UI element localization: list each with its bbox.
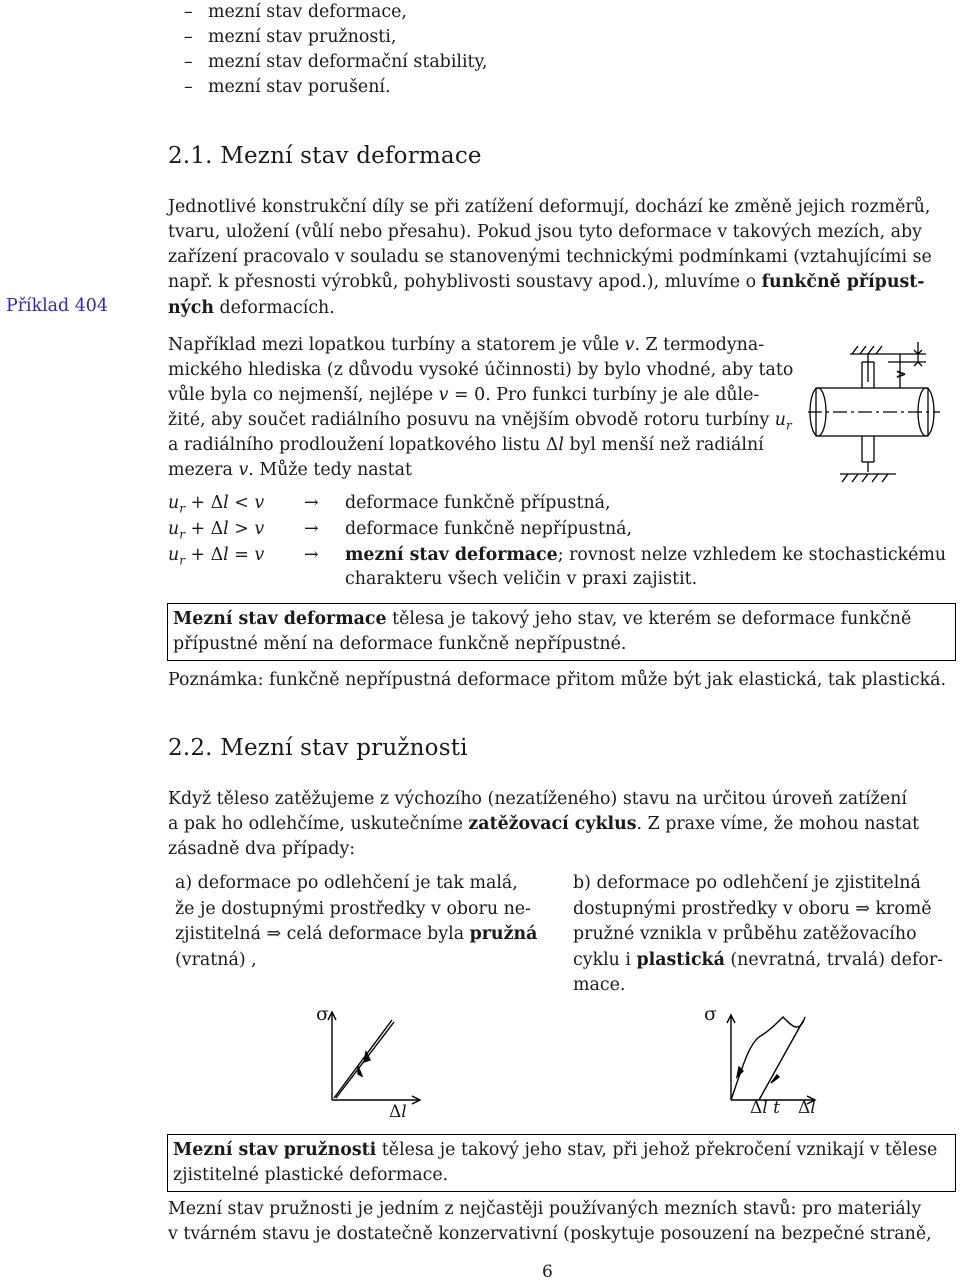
paragraph-line: např. k přesnosti výrobků, pohyblivosti soustavy apod.), mluvíme o funkčně přípust- [168,272,925,292]
equation-left: $u_r + \Delta l > v$ [168,519,265,542]
sigma-label: σ [704,1003,717,1025]
dlt-label: Δl t [750,1098,780,1118]
list-item: – mezní stav pružnosti, [184,27,397,47]
arrow-icon: → [304,519,319,539]
paragraph-line: tvaru, uložení (vůlí nebo přesahu). Pokud jsou tyto deformace v takových mezích, aby [168,222,922,242]
case-b: b) deformace po odlehčení je zjistitelná dostupnými prostředky v oboru ⇒ kromě pružné vznikla v průběhu zatěžovacího cyklu i plastická (nevratná, trvalá) defor- mace. [573,873,944,995]
equation-right: deformace funkčně přípustná, [345,493,611,513]
list-item: – mezní stav deformační stability, [184,52,488,72]
dl-label: Δl [389,1102,407,1122]
equation-left: $u_r + \Delta l < v$ [168,493,265,516]
paragraph-line: mického hlediska (z důvodu vysoké účinnosti) by bylo vhodné, aby tato [168,360,794,380]
equation-right: mezní stav deformace; rovnost nelze vzhledem ke stochastickému [345,545,947,565]
page-number: 6 [542,1262,553,1282]
paragraph-line: Mezní stav pružnosti je jedním z nejčastěji používaných mezních stavů: pro materiály [168,1199,922,1219]
list-item: – mezní stav deformace, [184,2,407,22]
equation-right: deformace funkčně nepřípustná, [345,519,633,539]
paragraph-line: žité, aby součet radiálního posuvu na vnějším obvodě rotoru turbíny $u_r$ [168,410,792,433]
paragraph-line: Například mezi lopatkou turbíny a statorem je vůle v. Z termodyna- [168,335,765,355]
list-item: – mezní stav porušení. [184,77,391,97]
paragraph-line: vůle byla co nejmenší, nejlépe v = 0. Pro funkci turbíny je ale důle- [168,385,760,405]
paragraph-line: a radiálního prodloužení lopatkového listu Δl byl menší než radiální [168,435,764,455]
sigma-label: σ [316,1003,329,1025]
paragraph-line: a pak ho odlehčíme, uskutečníme zatěžovací cyklus. Z praxe víme, že mohou nastat [168,814,920,834]
equation-left: $u_r + \Delta l = v$ [168,545,265,568]
case-a: a) deformace po odlehčení je tak malá, že je dostupnými prostředky v oboru ne- zjistitelná ⇒ celá deformace byla pružná (vratná) , [175,873,538,970]
section-title: 2.2. Mezní stav pružnosti [168,735,468,761]
definition-box: Mezní stav deformace tělesa je takový jeho stav, ve kterém se deformace funkčně přípustné mění na deformace funkčně nepřípustné. [167,603,956,661]
rotor-stator-sketch [808,340,948,485]
paragraph-line: zásadně dva případy: [168,839,356,859]
svg-text:>: > [896,367,907,381]
example-label[interactable]: Příklad 404 [6,296,108,316]
paragraph-line: Jednotlivé konstrukční díly se při zatížení deformují, dochází ke změně jejich rozměrů, [168,197,931,217]
arrow-icon: → [304,545,319,565]
paragraph-line: Když těleso zatěžujeme z výchozího (nezatíženého) stavu na určitou úroveň zatížení [168,789,907,809]
equation-right: charakteru všech veličin v praxi zajistit. [345,569,698,589]
dl-label: Δl [798,1098,816,1118]
paragraph-line: mezera v. Může tedy nastat [168,460,412,480]
paragraph-line: zařízení pracovalo v souladu se stanovenými technickými podmínkami (vztahujícími se [168,247,932,267]
paragraph-line: ných deformacích. [168,298,335,318]
note: Poznámka: funkčně nepřípustná deformace přitom může být jak elastická, tak plastická. [168,670,947,690]
arrow-icon: → [304,493,319,513]
paragraph-line: v tvárném stavu je dostatečně konzervativní (poskytuje posouzení na bezpečné straně, [168,1224,932,1244]
section-title: 2.1. Mezní stav deformace [168,143,482,169]
definition-box: Mezní stav pružnosti tělesa je takový jeho stav, při jehož překročení vznikají v tělese zjistitelné plastické deformace. [167,1134,956,1192]
